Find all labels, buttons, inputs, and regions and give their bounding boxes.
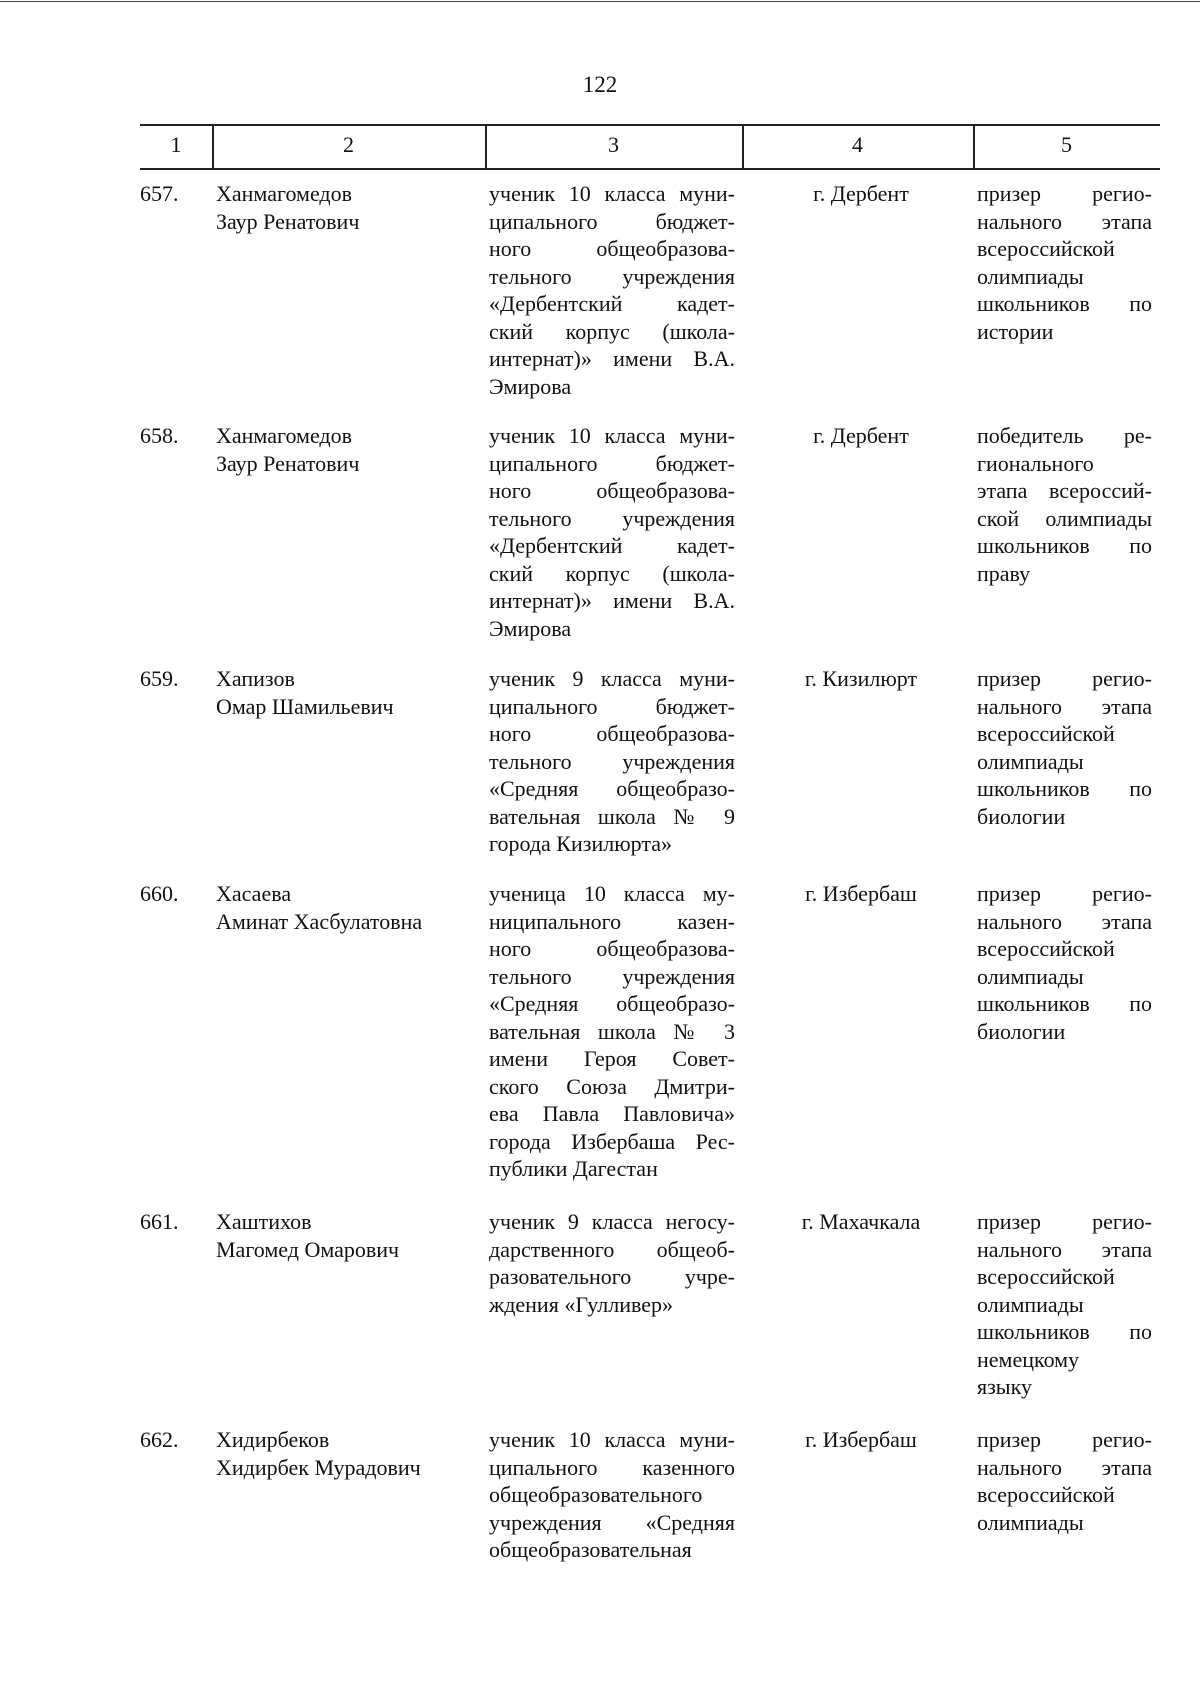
award-line: нального этапа <box>977 1236 1152 1262</box>
award-line: всероссийской <box>977 1482 1115 1507</box>
row-number: 660. <box>140 881 179 906</box>
name-line: Хасаева <box>216 881 292 906</box>
name-line: Омар Шамильевич <box>216 693 394 719</box>
row-number: 662. <box>140 1427 179 1452</box>
institution-line: ученик 10 класса муни- <box>489 423 735 448</box>
institution-line: тельного учреждения <box>489 963 735 989</box>
award <box>977 1426 1152 1536</box>
institution-line: ученик 9 класса муни- <box>489 666 735 691</box>
name-line: Ханмагомедов <box>216 181 352 206</box>
institution-line: тельного учреждения <box>489 263 735 289</box>
page-top-edge <box>0 1 1200 2</box>
name-line: Хидирбек Мурадович <box>216 1454 421 1480</box>
city: г. Избербаш <box>805 1427 917 1452</box>
institution-line: публики Дагестан <box>489 1156 658 1181</box>
person-name <box>216 665 466 720</box>
institution-line: ученица 10 класса му- <box>489 881 735 906</box>
award-line: этапа всероссий- <box>977 478 1152 503</box>
institution-line: Эмирова <box>489 615 572 641</box>
institution-line: ученик 10 класса муни- <box>489 1427 735 1452</box>
name-line: Хапизов <box>216 666 295 691</box>
institution-line: ного общеобразова- <box>489 478 735 503</box>
award-line: истории <box>977 318 1054 344</box>
award-line: биологии <box>977 1018 1066 1044</box>
person-name <box>216 880 466 935</box>
award-line: победитель ре- <box>977 423 1152 448</box>
institution-line: ципального бюджет- <box>489 208 735 234</box>
institution-line: ученик 10 класса муни- <box>489 181 735 206</box>
header-col-5: 5 <box>1061 132 1072 157</box>
award-line: биологии <box>977 803 1066 829</box>
table-header-bottom-rule <box>140 168 1160 170</box>
name-line: Магомед Омарович <box>216 1236 400 1262</box>
institution <box>489 665 735 858</box>
award-line: нального этапа <box>977 1454 1152 1480</box>
institution <box>489 1426 735 1564</box>
institution <box>489 180 735 400</box>
header-col-4: 4 <box>852 132 863 157</box>
name-line: Заур Ренатович <box>216 208 360 234</box>
award-line: олимпиады <box>977 748 1084 774</box>
person-name <box>216 422 466 477</box>
award-line: призер регио- <box>977 1427 1152 1452</box>
row-number: 661. <box>140 1209 179 1234</box>
award-line: олимпиады <box>977 1291 1084 1317</box>
institution-line: ского Союза Дмитри- <box>489 1073 735 1099</box>
header-col-1: 1 <box>170 132 182 157</box>
institution-line: общеобразовательного <box>489 1482 703 1507</box>
award-line: призер регио- <box>977 881 1152 906</box>
award-line: гионального <box>977 450 1094 476</box>
institution-line: «Средняя общеобразо- <box>489 991 735 1016</box>
institution-line: ного общеобразова- <box>489 936 735 961</box>
institution-line: дарственного общеоб- <box>489 1236 735 1262</box>
award-line: призер регио- <box>977 1209 1152 1234</box>
award <box>977 180 1152 345</box>
name-line: Аминат Хасбулатовна <box>216 908 423 934</box>
award-line: праву <box>977 560 1031 586</box>
award-line: призер регио- <box>977 181 1152 206</box>
name-line: Хидирбеков <box>216 1427 330 1452</box>
institution <box>489 422 735 642</box>
name-line: Ханмагомедов <box>216 423 352 448</box>
award-line: школьников по <box>977 776 1152 801</box>
award-line: школьников по <box>977 533 1152 558</box>
institution-line: учреждения «Средняя <box>489 1509 735 1535</box>
institution-line: города Избербаша Рес- <box>489 1128 735 1154</box>
institution-line: «Средняя общеобразо- <box>489 776 735 801</box>
award-line: школьников по <box>977 291 1152 316</box>
institution-line: общеобразовательная <box>489 1537 692 1562</box>
institution-line: вательная школа № 9 <box>489 803 735 829</box>
award-line: олимпиады <box>977 263 1084 289</box>
row-number: 657. <box>140 181 179 206</box>
row-number: 658. <box>140 423 179 448</box>
institution <box>489 880 735 1183</box>
institution-line: ного общеобразова- <box>489 236 735 261</box>
person-name <box>216 180 466 235</box>
city: г. Дербент <box>813 423 909 448</box>
institution-line: тельного учреждения <box>489 748 735 774</box>
name-line: Заур Ренатович <box>216 450 360 476</box>
award-line: всероссийской <box>977 1264 1115 1289</box>
institution-line: «Дербентский кадет- <box>489 291 735 316</box>
award-line: нального этапа <box>977 208 1152 234</box>
name-line: Хаштихов <box>216 1209 312 1234</box>
institution-line: ципального бюджет- <box>489 693 735 719</box>
award <box>977 880 1152 1045</box>
institution-line: тельного учреждения <box>489 505 735 531</box>
institution-line: «Дербентский кадет- <box>489 533 735 558</box>
award-line: призер регио- <box>977 666 1152 691</box>
award-line: ской олимпиады <box>977 505 1152 531</box>
person-name <box>216 1208 466 1263</box>
institution-line: интернат)» имени В.А. <box>489 346 735 371</box>
award-line: немецкому <box>977 1346 1080 1372</box>
award-line: школьников по <box>977 991 1152 1016</box>
header-col-2: 2 <box>343 132 354 157</box>
award <box>977 422 1152 587</box>
institution-line: ципального бюджет- <box>489 450 735 476</box>
institution-line: ного общеобразова- <box>489 721 735 746</box>
city: г. Дербент <box>813 181 909 206</box>
award-line: школьников по <box>977 1319 1152 1344</box>
institution-line: ский корпус (школа- <box>489 560 735 586</box>
institution-line: интернат)» имени В.А. <box>489 588 735 613</box>
award-line: всероссийской <box>977 236 1115 261</box>
award <box>977 665 1152 830</box>
award-line: нального этапа <box>977 908 1152 934</box>
city: г. Избербаш <box>805 881 917 906</box>
institution-line: ева Павла Павловича» <box>489 1101 735 1126</box>
award <box>977 1208 1152 1401</box>
institution-line: Эмирова <box>489 373 572 399</box>
award-line: всероссийской <box>977 721 1115 746</box>
award-line: олимпиады <box>977 963 1084 989</box>
award-line: всероссийской <box>977 936 1115 961</box>
institution-line: ский корпус (школа- <box>489 318 735 344</box>
institution-line: ученик 9 класса негосу- <box>489 1209 735 1234</box>
award-line: нального этапа <box>977 693 1152 719</box>
institution <box>489 1208 735 1318</box>
award-line: олимпиады <box>977 1509 1084 1535</box>
institution-line: разовательного учре- <box>489 1264 735 1289</box>
award-line: языку <box>977 1374 1032 1399</box>
table-header-top-rule <box>140 124 1160 126</box>
row-number: 659. <box>140 666 179 691</box>
institution-line: ниципального казен- <box>489 908 735 934</box>
institution-line: города Кизилюрта» <box>489 831 672 856</box>
city: г. Махачкала <box>801 1209 921 1234</box>
header-col-3: 3 <box>608 132 619 157</box>
institution-line: ждения «Гулливер» <box>489 1291 673 1317</box>
city: г. Кизилюрт <box>804 666 918 691</box>
person-name <box>216 1426 466 1481</box>
institution-line: ципального казенного <box>489 1454 735 1480</box>
page-number: 122 <box>582 72 618 97</box>
institution-line: имени Героя Совет- <box>489 1046 735 1071</box>
institution-line: вательная школа № 3 <box>489 1018 735 1044</box>
